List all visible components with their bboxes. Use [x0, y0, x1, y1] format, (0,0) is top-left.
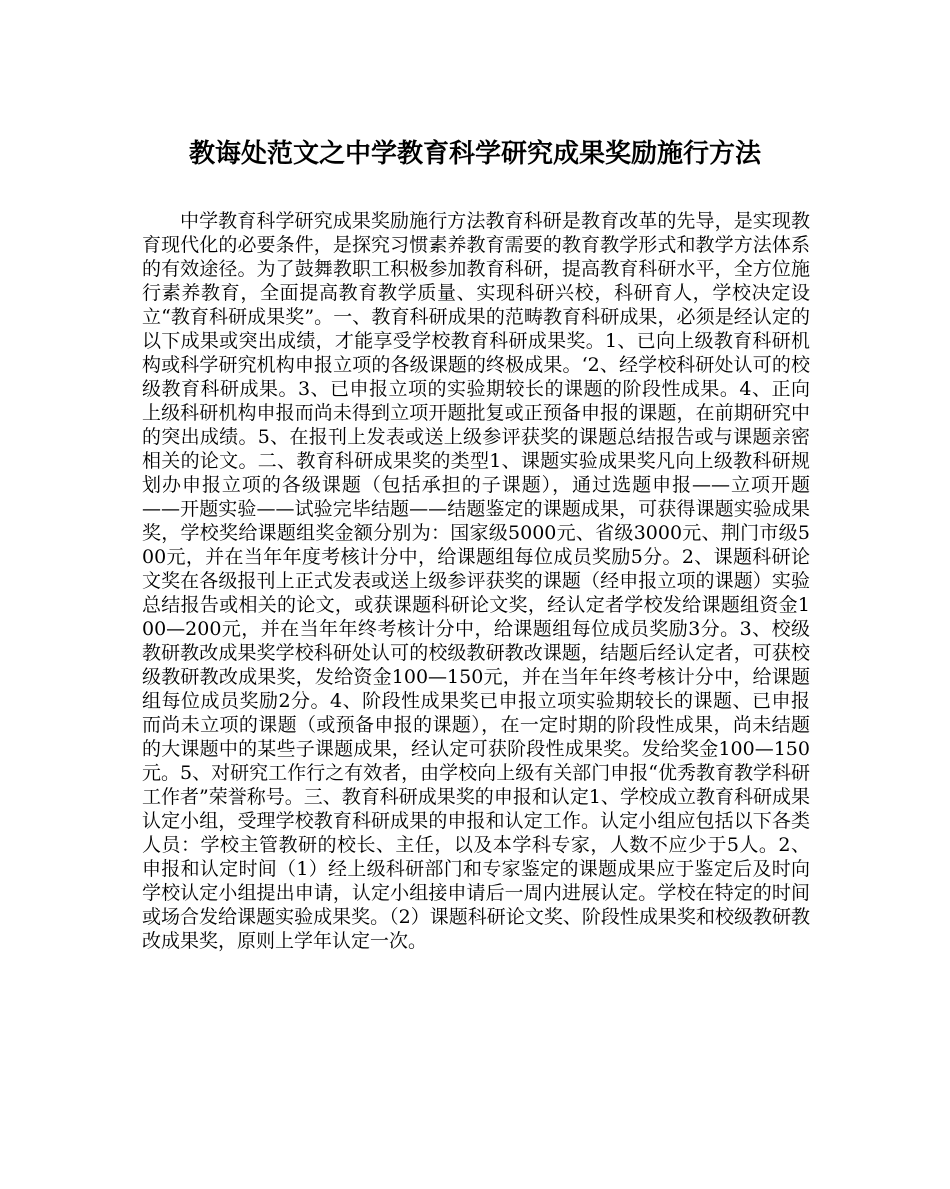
- document-title: 教诲处范文之中学教育科学研究成果奖励施行方法: [188, 139, 761, 169]
- document-body-paragraph: 中学教育科学研究成果奖励施行方法教育科研是教育改革的先导，是实现教育现代化的必要条件，是探究习惯素养教育需要的教育教学形式和教学方法体系的有效途径。为了鼓舞教职工积极参加教育科研，提高教育科研水平，全方位施行素养教育，全面提高教育教学质量、实现科研兴校，科研育人，学校决定设立“教育科研成果奖”。一、教育科研成果的范畴教育科研成果，必须是经认定的以下成果或突出成绩，才能享受学校教育科研成果奖。1、已向上级教育科研机构或科学研究机构申报立项的各级课题的终极成果。‘2、经学校科研处认可的校级教育科研成果。3、已申报立项的实验期较长的课题的阶段性成果。4、正向上级科研机构申报而尚未得到立项开题批复或正预备申报的课题，在前期研究中的突出成绩。5、在报刊上发表或送上级参评获奖的课题总结报告或与课题亲密相关的论文。二、教育科研成果奖的类型1、课题实验成果奖凡向上级教科研规划办申报立项的各级课题（包括承担的子课题），通过选题申报——立项开题——开题实验——试验完毕结题——结题鉴定的课题成果，可获得课题实验成果奖，学校奖给课题组奖金额分别为：国家级5000元、省级3000元、荆门市级500元，并在当年年度考核计分中，给课题组每位成员奖励5分。2、课题科研论文奖在各级报刊上正式发表或送上级参评获奖的课题（经申报立项的课题）实验总结报告或相关的论文，或获课题科研论文奖，经认定者学校发给课题组资金100—200元，并在当年年终考核计分中，给课题组每位成员奖励3分。3、校级教研教改成果奖学校科研处认可的校级教研教改课题，结题后经认定者，可获校级教研教改成果奖，发给资金100—150元，并在当年年终考核计分中，给课题组每位成员奖励2分。4、阶段性成果奖已申报立项实验期较长的课题、已申报而尚未立项的课题（或预备申报的课题），在一定时期的阶段性成果，尚未结题的大课题中的某些子课题成果，经认定可获阶段性成果奖。发给奖金100—150元。5、对研究工作行之有效者，由学校向上级有关部门申报“优秀教育教学科研工作者”荣誉称号。三、教育科研成果奖的申报和认定1、学校成立教育科研成果认定小组，受理学校教育科研成果的申报和认定工作。认定小组应包括以下各类人员：学校主管教研的校长、主任，以及本学科专家，人数不应少于5人。2、申报和认定时间（1）经上级科研部门和专家鉴定的课题成果应于鉴定后及时向学校认定小组提出申请，认定小组接申请后一周内进展认定。学校在特定的时间或场合发给课题实验成果奖。（2）课题科研论文奖、阶段性成果奖和校级教研教改成果奖，原则上学年认定一次。: [142, 210, 810, 952]
